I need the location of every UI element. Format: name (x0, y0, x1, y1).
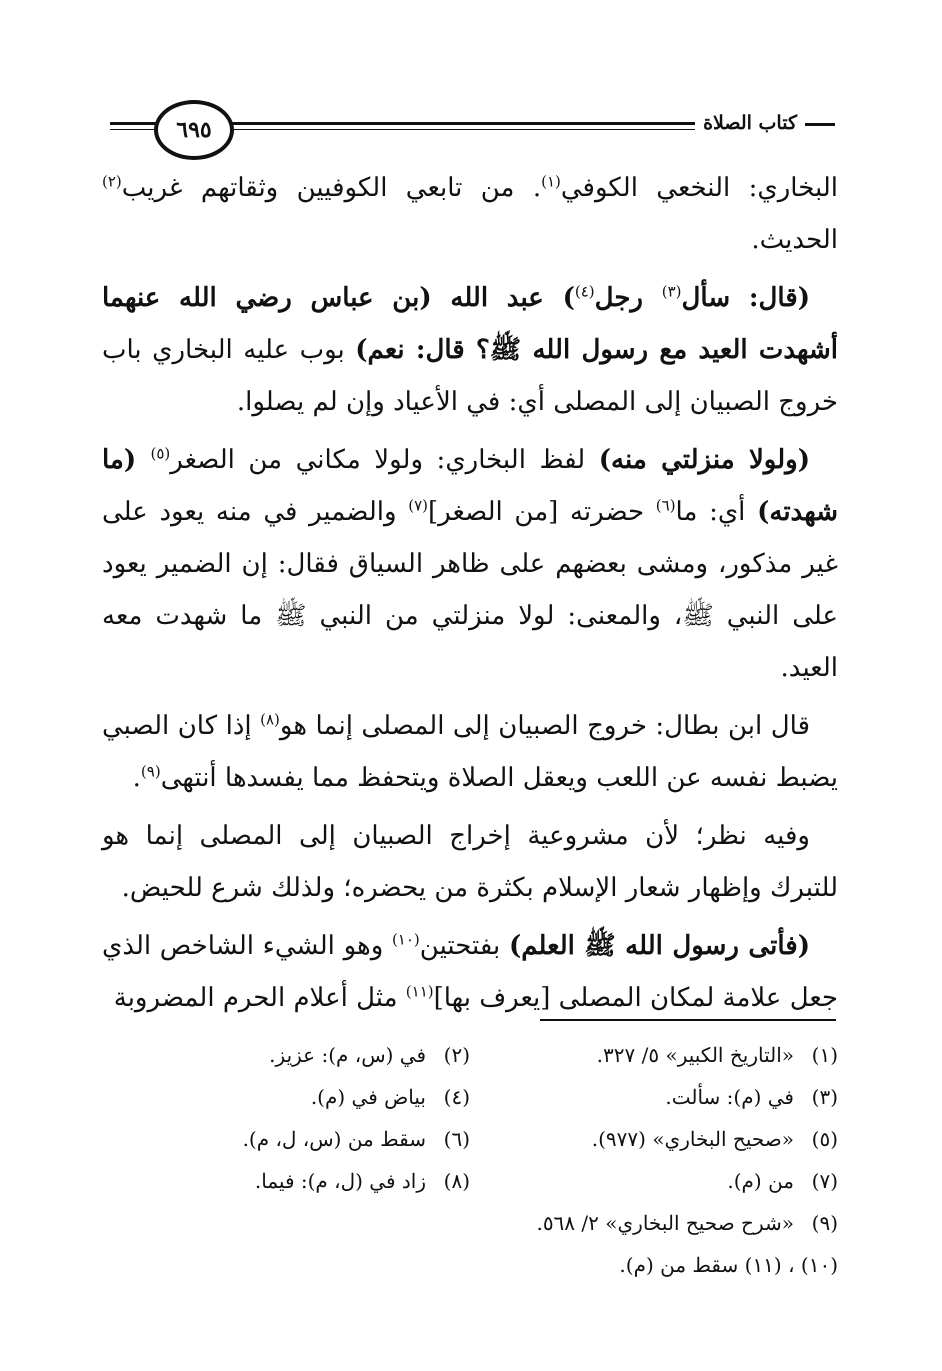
footnote-row (102, 1076, 838, 1118)
footnote-separator (540, 1019, 836, 1021)
paragraph (102, 162, 838, 266)
footnote-text: «التاريخ الكبير» ٥/ ٣٢٧. (596, 1043, 794, 1067)
page-number-badge (154, 100, 234, 160)
footnote-number: (٧) (811, 1169, 838, 1193)
footnote-number: (٢) (443, 1043, 470, 1067)
text-run: . من تابعي الكوفيين وثقاتهم غريب (121, 173, 542, 203)
footnote-text: من (م). (727, 1169, 794, 1193)
footnote-row (102, 1118, 838, 1160)
footnote-ref: (٦) (655, 496, 676, 515)
paragraph (102, 272, 838, 428)
text-run: إذا كان الصبي يضبط نفسه عن اللعب ويعقل الصلاة ويتحفظ مما يفسدها أنتهى (102, 711, 838, 793)
footnote (102, 1169, 470, 1193)
footnote (102, 1085, 470, 1109)
text-run: رجل (594, 283, 662, 313)
text-run: (قال: سأل (681, 283, 811, 313)
footnote-number: (٣) (811, 1085, 838, 1109)
title-dash (805, 123, 835, 126)
paragraph (102, 810, 838, 914)
footnote-text: بياض في (م). (310, 1085, 426, 1109)
footnote (102, 1043, 470, 1067)
footnote (470, 1169, 838, 1193)
footnote-ref: (٨) (260, 710, 280, 729)
footnote-ref: (٥) (150, 444, 171, 463)
text-run: (فأتى رسول الله ﷺ العلم) (508, 931, 810, 961)
footnote (470, 1043, 838, 1067)
footnote-text: في (م): سألت. (665, 1085, 794, 1109)
footnote-text: «شرح صحيح البخاري» ٢/ ٥٦٨. (536, 1211, 794, 1235)
page-number: ٦٩٥ (176, 117, 212, 143)
text-run: أي: ما (675, 497, 758, 527)
paragraph (102, 434, 838, 694)
text-run: قال ابن بطال: خروج الصبيان إلى المصلى إنما هو (279, 711, 810, 741)
footnote (470, 1127, 838, 1151)
footnote (102, 1127, 470, 1151)
footnote-number: (٨) (443, 1169, 470, 1193)
footnote-text: سقط من (س، ل، م). (242, 1127, 426, 1151)
text-run: مثل أعلام الحرم المضروبة (113, 983, 406, 1013)
footnote-number: (٥) (811, 1127, 838, 1151)
footnote-text: في (س، م): عزيز. (269, 1043, 426, 1067)
text-run: أشهدت العيد مع رسول الله ﷺ؟ قال: نعم) (355, 335, 838, 365)
footnote-ref: (١) (541, 172, 561, 191)
footnote-ref: (٤) (574, 282, 595, 301)
text-run: الحديث. (751, 225, 838, 255)
footnote (102, 1244, 838, 1286)
footnote-number: (٦) (443, 1127, 470, 1151)
footnote-number: (٤) (443, 1085, 470, 1109)
footnote-ref: (٩) (140, 762, 161, 781)
text-run: بفتحتين (419, 931, 509, 961)
text-run: البخاري: النخعي الكوفي (560, 173, 838, 203)
footnote-ref: (١١) (405, 982, 434, 1001)
footnote-number: (٩) (811, 1211, 838, 1235)
text-run: ) عبد الله (بن عباس رضي الله عنهما (102, 283, 575, 313)
text-run: حضرته [من الصغر] (428, 497, 656, 527)
footnotes (102, 1034, 838, 1286)
paragraph (102, 920, 838, 1024)
footnote-ref: (٢) (102, 172, 122, 191)
text-run: . (132, 763, 141, 793)
footnote (102, 1202, 838, 1244)
text-run: (ولولا منزلتي منه) (598, 445, 811, 475)
footnote-row (102, 1160, 838, 1202)
footnote-number: (١) (811, 1043, 838, 1067)
text-run: وفيه نظر؛ لأن مشروعية إخراج الصبيان إلى المصلى إنما هو للتبرك وإظهار شعار الإسلام بكثرة من يحضره؛ ولذلك شرع للحيض. (102, 821, 838, 903)
footnote-text: «صحيح البخاري» (٩٧٧). (591, 1127, 794, 1151)
text-run: بوب عليه البخاري باب خروج الصبيان إلى المصلى أي: في الأعياد وإن لم يصلوا. (102, 335, 838, 417)
footnote-ref: (٧) (408, 496, 429, 515)
footnote-text: (١٠) ، (١١) سقط من (م). (619, 1253, 838, 1277)
footnote-ref: (٣) (661, 282, 682, 301)
footnote-row (102, 1034, 838, 1076)
text-run: والضمير في منه يعود على غير مذكور، ومشى بعضهم على ظاهر السياق فقال: إن الضمير يعود على النبي ﷺ، والمعنى: لولا منزلتي من النبي ﷺ ما شهدت معه العيد. (102, 497, 838, 683)
text-run: لفظ البخاري: ولولا مكاني من الصغر (170, 445, 599, 475)
footnote-text: زاد في (ل، م): فيما. (254, 1169, 426, 1193)
text-run: (ما شهدته) (102, 445, 838, 527)
main-text (102, 162, 838, 1030)
text-run: وهو الشيء الشاخص الذي جعل علامة لمكان المصلى [يعرف بها] (102, 931, 838, 1013)
footnote-ref: (١٠) (391, 930, 420, 949)
paragraph (102, 700, 838, 804)
chapter-title-text: كتاب الصلاة (703, 112, 797, 134)
chapter-title (695, 112, 835, 134)
page-header (110, 96, 835, 160)
footnote (470, 1085, 838, 1109)
